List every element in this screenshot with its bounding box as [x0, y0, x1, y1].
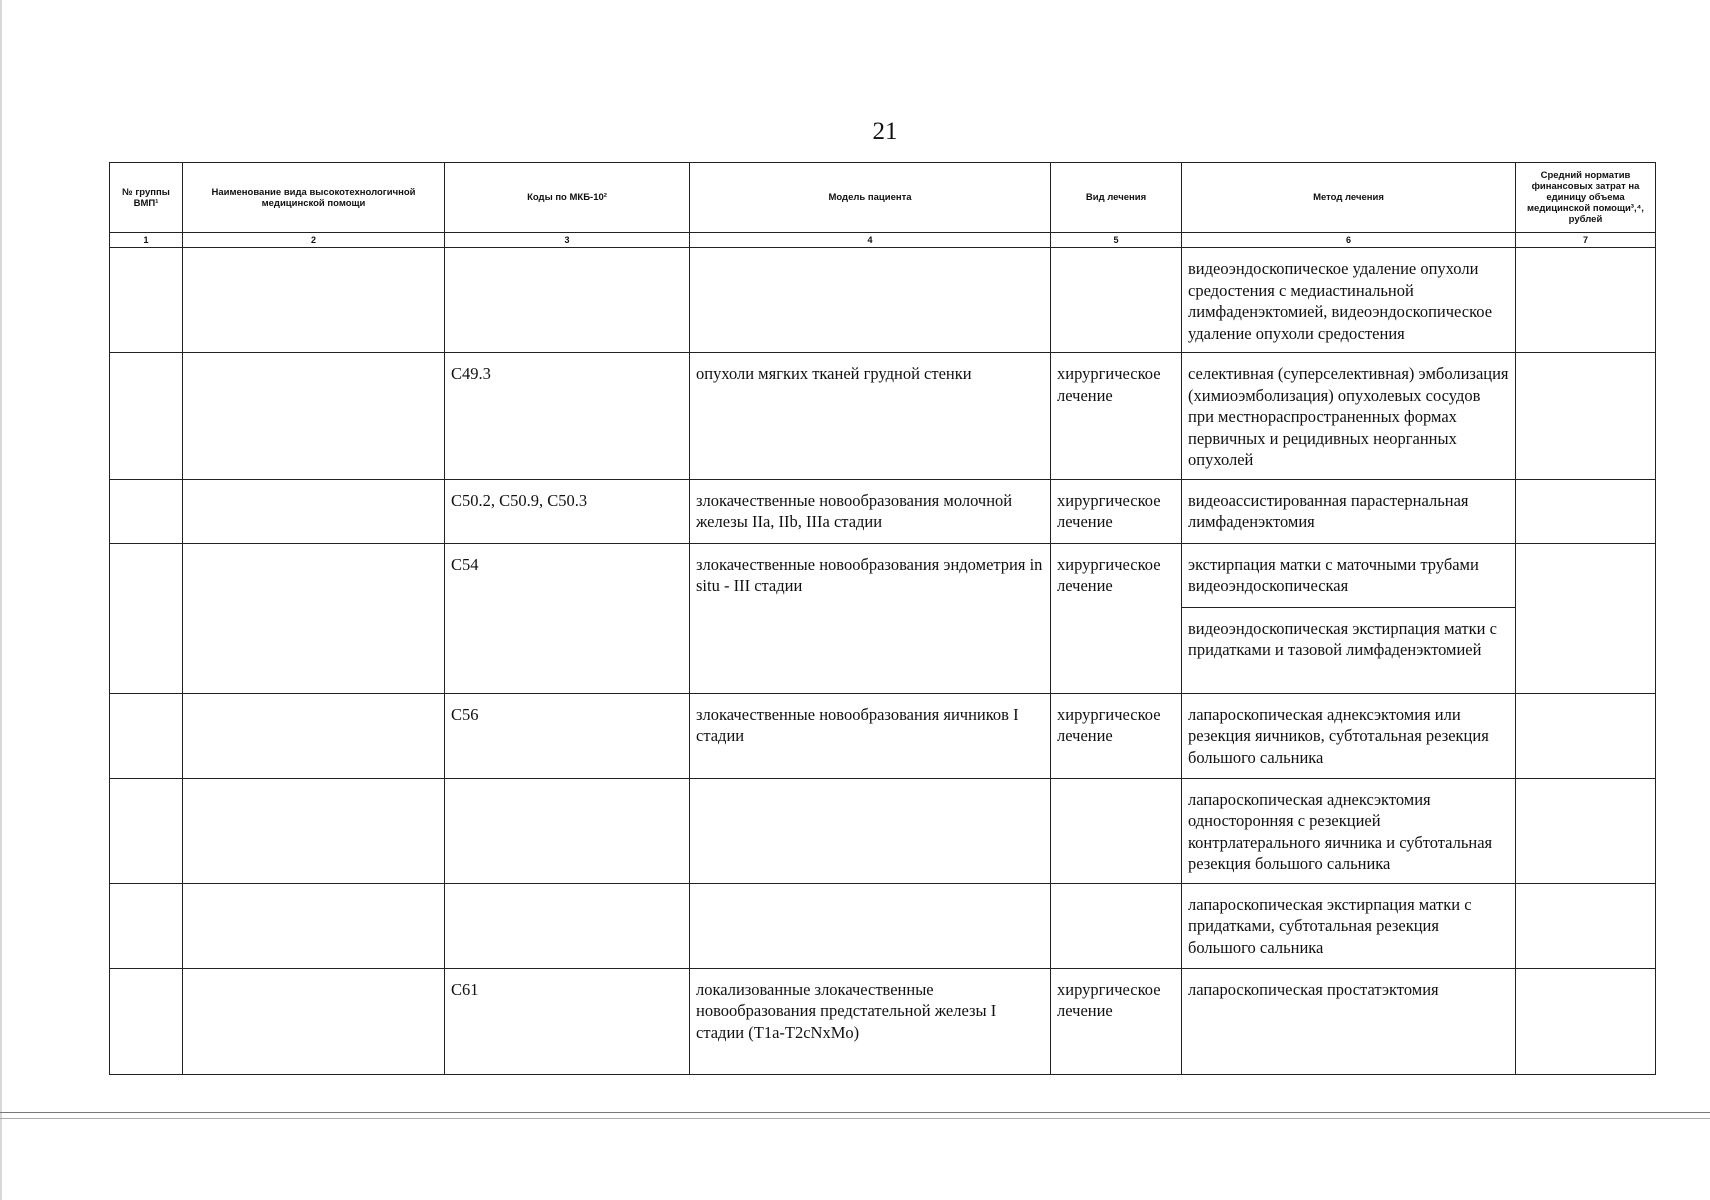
- table-row: [110, 693, 1656, 778]
- table-row: [110, 968, 1656, 1074]
- treatment-type-cell: хирургическое лечение: [1051, 968, 1182, 1074]
- cost-cell: [1516, 693, 1656, 778]
- patient-model-cell: опухоли мягких тканей грудной стенки: [690, 353, 1051, 480]
- icd-codes-cell: [445, 778, 690, 883]
- treatment-type-cell: [1051, 883, 1182, 968]
- care-type-cell: [183, 968, 445, 1074]
- treatment-method-option: видеоэндоскопическая экстирпация матки с придатками и тазовой лимфаденэктомией: [1182, 607, 1515, 669]
- column-number: 7: [1516, 233, 1656, 248]
- cost-cell: [1516, 543, 1656, 693]
- cost-cell: [1516, 248, 1656, 353]
- care-type-cell: [183, 248, 445, 353]
- patient-model-cell: [690, 248, 1051, 353]
- treatment-method-cell: лапароскопическая экстирпация матки с придатками, субтотальная резекция большого сальника: [1182, 883, 1516, 968]
- cost-cell: [1516, 968, 1656, 1074]
- column-number: 1: [110, 233, 183, 248]
- scan-artifact-line: [0, 1118, 1710, 1119]
- treatment-type-cell: [1051, 778, 1182, 883]
- icd-codes-cell: [445, 883, 690, 968]
- patient-model-cell: локализованные злокачественные новообразования предстательной железы I стадии (T1a-T2cNxMo): [690, 968, 1051, 1074]
- table-row: [110, 543, 1656, 693]
- column-number: 2: [183, 233, 445, 248]
- column-number-row: [110, 233, 1656, 248]
- treatment-type-cell: хирургическое лечение: [1051, 543, 1182, 693]
- column-number: 6: [1182, 233, 1516, 248]
- column-number: 3: [445, 233, 690, 248]
- group-number-cell: [110, 248, 183, 353]
- page-number: 21: [872, 118, 898, 145]
- treatment-method-cell: селективная (суперселективная) эмболизация (химиоэмболизация) опухолевых сосудов при местнораспространенных формах первичных и рецидивных неорганных опухолей: [1182, 353, 1516, 480]
- treatment-method-cell: лапароскопическая простатэктомия: [1182, 968, 1516, 1074]
- care-type-cell: [183, 543, 445, 693]
- treatment-method-cell: видеоэндоскопическое удаление опухоли средостения с медиастинальной лимфаденэктомией, видеоэндоскопическое удаление опухоли средостения: [1182, 248, 1516, 353]
- table-row: [110, 248, 1656, 353]
- group-number-cell: [110, 883, 183, 968]
- treatment-type-cell: [1051, 248, 1182, 353]
- header-cost-norm: Средний норматив финансовых затрат на единицу объема медицинской помощи³,⁴, рублей: [1516, 163, 1656, 233]
- treatment-method-cell: [1182, 543, 1516, 693]
- header-care-type: Наименование вида высокотехнологичной медицинской помощи: [183, 163, 445, 233]
- scan-edge: [0, 0, 2, 1200]
- patient-model-cell: злокачественные новообразования молочной железы IIa, IIb, IIIa стадии: [690, 479, 1051, 543]
- care-type-cell: [183, 693, 445, 778]
- group-number-cell: [110, 479, 183, 543]
- care-type-cell: [183, 883, 445, 968]
- treatment-type-cell: хирургическое лечение: [1051, 353, 1182, 480]
- header-treatment-type: Вид лечения: [1051, 163, 1182, 233]
- table-row: [110, 353, 1656, 480]
- group-number-cell: [110, 543, 183, 693]
- care-type-cell: [183, 353, 445, 480]
- cost-cell: [1516, 778, 1656, 883]
- table-row: [110, 479, 1656, 543]
- header-patient-model: Модель пациента: [690, 163, 1051, 233]
- icd-codes-cell: C50.2, C50.9, C50.3: [445, 479, 690, 543]
- icd-codes-cell: C61: [445, 968, 690, 1074]
- patient-model-cell: [690, 883, 1051, 968]
- care-type-cell: [183, 778, 445, 883]
- group-number-cell: [110, 968, 183, 1074]
- column-number: 4: [690, 233, 1051, 248]
- table-row: [110, 883, 1656, 968]
- care-type-cell: [183, 479, 445, 543]
- header-treatment-method: Метод лечения: [1182, 163, 1516, 233]
- icd-codes-cell: C54: [445, 543, 690, 693]
- treatment-method-cell: лапароскопическая аднексэктомия или резекция яичников, субтотальная резекция большого сальника: [1182, 693, 1516, 778]
- group-number-cell: [110, 693, 183, 778]
- cost-cell: [1516, 883, 1656, 968]
- cost-cell: [1516, 479, 1656, 543]
- treatment-type-cell: хирургическое лечение: [1051, 693, 1182, 778]
- column-number: 5: [1051, 233, 1182, 248]
- patient-model-cell: [690, 778, 1051, 883]
- cost-cell: [1516, 353, 1656, 480]
- icd-codes-cell: C49.3: [445, 353, 690, 480]
- scan-artifact-line: [0, 1112, 1710, 1113]
- patient-model-cell: злокачественные новообразования эндометрия in situ - III стадии: [690, 543, 1051, 693]
- header-group-number: № группы ВМП¹: [110, 163, 183, 233]
- header-row: [110, 163, 1656, 233]
- patient-model-cell: злокачественные новообразования яичников I стадии: [690, 693, 1051, 778]
- table-row: [110, 778, 1656, 883]
- treatment-method-cell: видеоассистированная парастернальная лимфаденэктомия: [1182, 479, 1516, 543]
- vmp-table: [109, 162, 1656, 1075]
- header-icd-codes: Коды по МКБ-10²: [445, 163, 690, 233]
- treatment-method-option: экстирпация матки с маточными трубами видеоэндоскопическая: [1188, 554, 1479, 595]
- icd-codes-cell: C56: [445, 693, 690, 778]
- treatment-method-cell: лапароскопическая аднексэктомия односторонняя с резекцией контрлатерального яичника и субтотальная резекция большого сальника: [1182, 778, 1516, 883]
- treatment-type-cell: хирургическое лечение: [1051, 479, 1182, 543]
- icd-codes-cell: [445, 248, 690, 353]
- group-number-cell: [110, 353, 183, 480]
- group-number-cell: [110, 778, 183, 883]
